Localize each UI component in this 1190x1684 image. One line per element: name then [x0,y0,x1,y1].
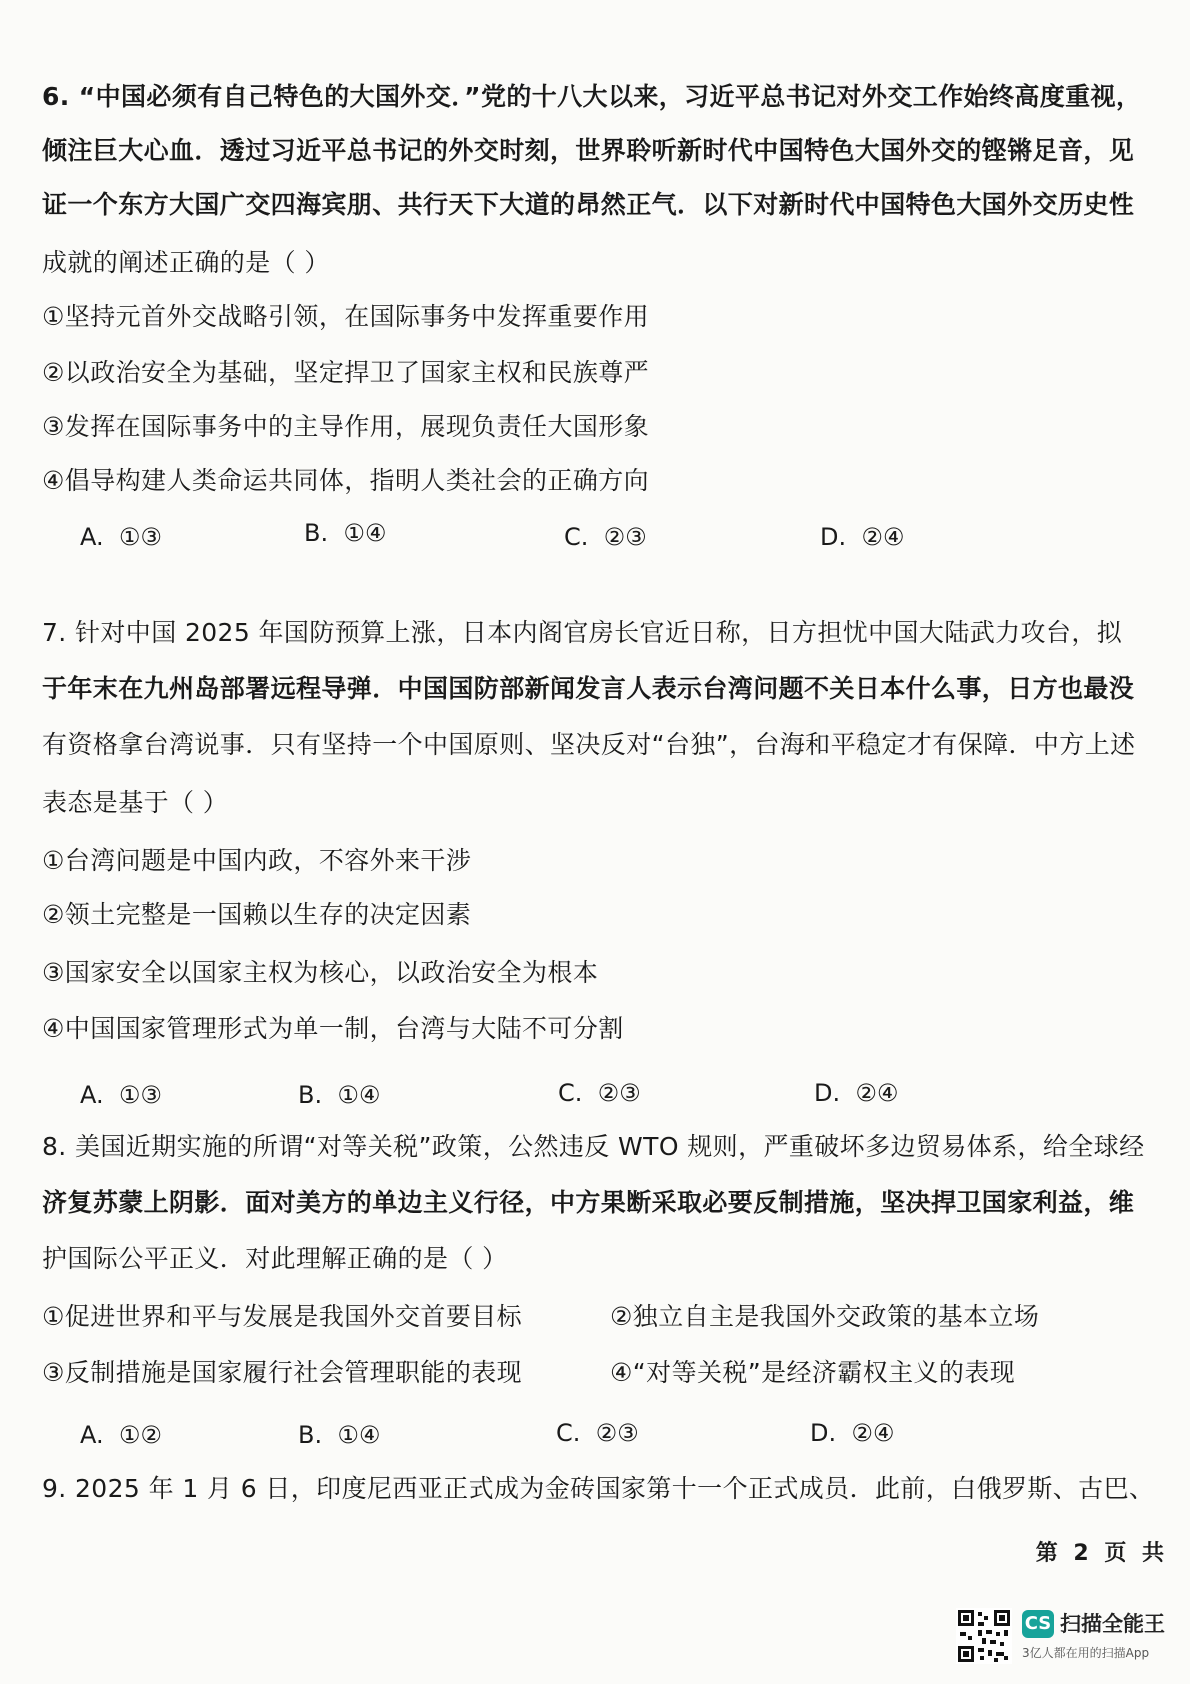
q6-option-d: D. ②④ [820,523,905,551]
q7-item-1: ①台湾问题是中国内政，不容外来干涉 [42,846,472,875]
q7-stem-line-3: 有资格拿台湾说事．只有坚持一个中国原则、坚决反对“台独”，台海和平稳定才有保障．中方上述 [42,730,1136,759]
q6-item-2: ②以政治安全为基础，坚定捍卫了国家主权和民族尊严 [42,358,650,387]
q7-stem-line-2: 于年末在九州岛部署远程导弹．中国国防部新闻发言人表示台湾问题不关日本什么事，日方也最没 [42,674,1135,703]
qr-code-icon [956,1608,1012,1664]
q6-item-4: ④倡导构建人类命运共同体，指明人类社会的正确方向 [42,466,650,495]
q8-stem-line-1: 8. 美国近期实施的所谓“对等关税”政策，公然违反 WTO 规则，严重破坏多边贸易体系，给全球经 [42,1132,1145,1161]
camscanner-logo-icon: CS [1022,1610,1054,1638]
q6-item-1: ①坚持元首外交战略引领，在国际事务中发挥重要作用 [42,302,650,331]
q6-option-b: B. ①④ [304,519,387,547]
q6-option-c: C. ②③ [564,523,647,551]
q8-option-b: B. ①④ [298,1421,381,1449]
q8-item-3: ③反制措施是国家履行社会管理职能的表现 [42,1358,523,1387]
q6-item-3: ③发挥在国际事务中的主导作用，展现负责任大国形象 [42,412,650,441]
q8-stem-line-3: 护国际公平正义．对此理解正确的是（ ） [42,1244,508,1273]
q8-option-c: C. ②③ [556,1419,639,1447]
q7-stem-line-1: 7. 针对中国 2025 年国防预算上涨，日本内阁官房长官近日称，日方担忧中国大陆武力攻台，拟 [42,618,1123,647]
q7-item-2: ②领土完整是一国赖以生存的决定因素 [42,900,472,929]
q6-option-a: A. ①③ [80,523,162,551]
q7-option-a: A. ①③ [80,1081,162,1109]
scanner-app-name: 扫描全能王 [1060,1612,1165,1636]
q7-item-3: ③国家安全以国家主权为核心，以政治安全为根本 [42,958,599,987]
q6-stem-line-1: 6. “中国必须有自己特色的大国外交．”党的十八大以来，习近平总书记对外交工作始终高度重视， [42,82,1142,111]
q8-item-2: ②独立自主是我国外交政策的基本立场 [610,1302,1040,1331]
q7-item-4: ④中国国家管理形式为单一制，台湾与大陆不可分割 [42,1014,624,1043]
q7-stem-line-4: 表态是基于（ ） [42,788,229,817]
q7-option-c: C. ②③ [558,1079,641,1107]
q9-stem-line-1: 9. 2025 年 1 月 6 日，印度尼西亚正式成为金砖国家第十一个正式成员．此前，白俄罗斯、古巴、 [42,1474,1155,1503]
q6-stem-line-2: 倾注巨大心血．透过习近平总书记的外交时刻，世界聆听新时代中国特色大国外交的铿锵足音，见 [42,136,1135,165]
scanner-tagline: 3亿人都在用的扫描App [1022,1646,1150,1660]
page-number: 第 2 页 共 [1035,1541,1168,1566]
q8-option-a: A. ①② [80,1421,162,1449]
q6-stem-line-4: 成就的阐述正确的是（ ） [42,248,330,277]
q8-option-d: D. ②④ [810,1419,895,1447]
q7-option-b: B. ①④ [298,1081,381,1109]
q8-stem-line-2: 济复苏蒙上阴影．面对美方的单边主义行径，中方果断采取必要反制措施，坚决捍卫国家利益，维 [42,1188,1135,1217]
q8-item-1: ①促进世界和平与发展是我国外交首要目标 [42,1302,523,1331]
q6-stem-line-3: 证一个东方大国广交四海宾朋、共行天下大道的昂然正气．以下对新时代中国特色大国外交历史性 [42,190,1135,219]
q7-option-d: D. ②④ [814,1079,899,1107]
q8-item-4: ④“对等关税”是经济霸权主义的表现 [610,1358,1016,1387]
